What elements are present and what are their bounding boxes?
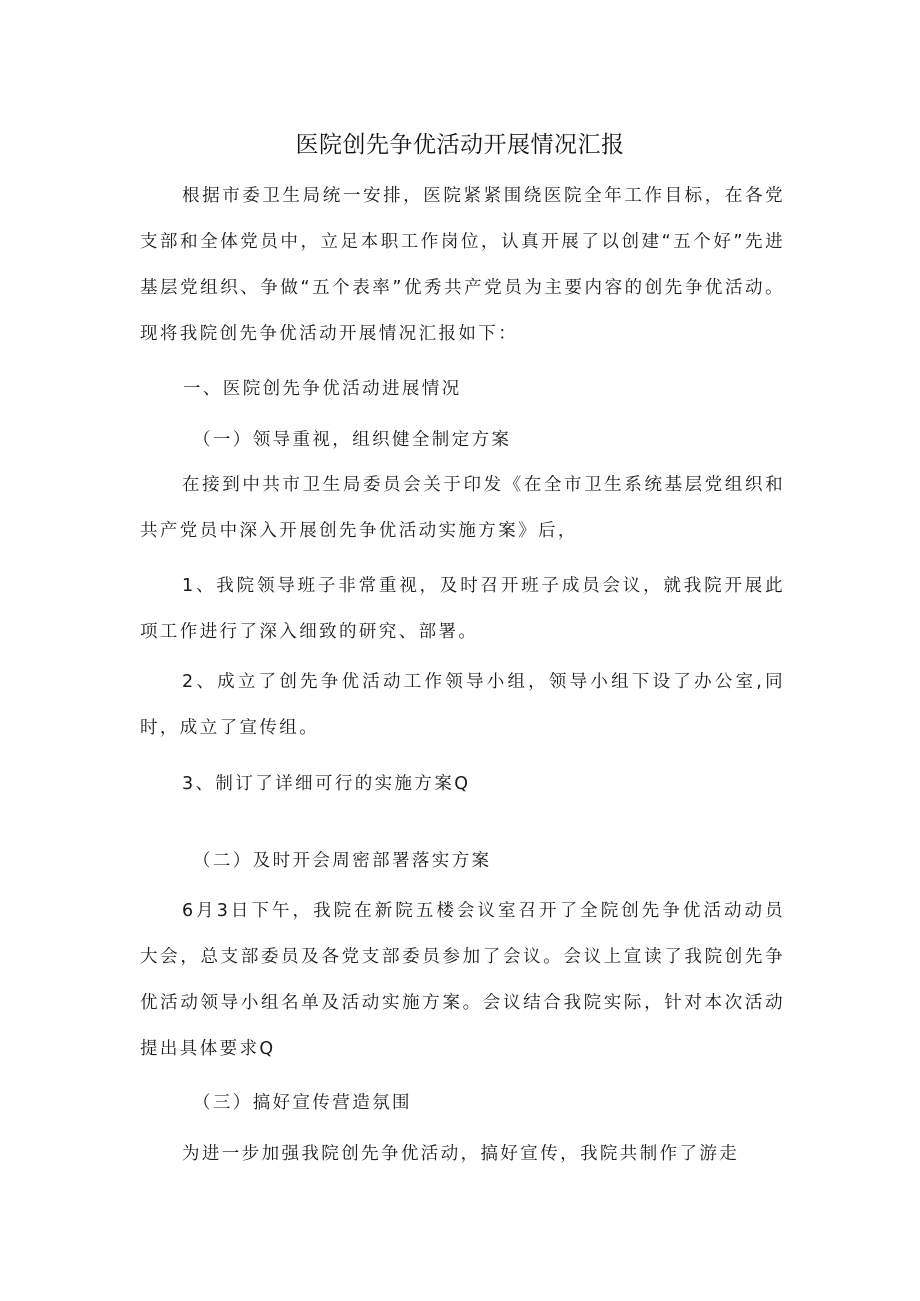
page-title: 医院创先争优活动开展情况汇报: [295, 132, 625, 158]
list-item-1: 1、我院领导班子非常重视，及时召开班子成员会议，就我院开展此项工作进行了深入细致的研究、部署。: [140, 576, 785, 642]
subsection-1-paragraph: 在接到中共市卫生局委员会关于印发《在全市卫生系统基层党组织和共产党员中深入开展创先争优活动实施方案》后，: [140, 475, 785, 541]
section-heading-1: 一、医院创先争优活动进展情况: [183, 379, 462, 399]
list-item-3: 3、制订了详细可行的实施方案Q: [182, 774, 471, 794]
subsection-heading-1: （一）领导重视，组织健全制定方案: [193, 430, 512, 450]
subsection-heading-2: （二）及时开会周密部署落实方案: [193, 851, 492, 871]
subsection-3-paragraph: 为进一步加强我院创先争优活动，搞好宣传，我院共制作了游走: [182, 1144, 740, 1164]
subsection-heading-3: （三）搞好宣传营造氛围: [193, 1093, 412, 1113]
list-item-2: 2、成立了创先争优活动工作领导小组，领导小组下设了办公室,同时，成立了宣传组。: [140, 672, 785, 738]
intro-paragraph: 根据市委卫生局统一安排，医院紧紧围绕医院全年工作目标，在各党支部和全体党员中，立足本职工作岗位，认真开展了以创建“五个好”先进基层党组织、争做“五个表率”优秀共产党员为主要内容的创先争优活动。现将我院创先争优活动开展情况汇报如下：: [140, 186, 785, 344]
subsection-2-paragraph: 6月3日下午，我院在新院五楼会议室召开了全院创先争优活动动员大会，总支部委员及各党支部委员参加了会议。会议上宣读了我院创先争优活动领导小组名单及活动实施方案。会议结合我院实际，针对本次活动提出具体要求Q: [140, 901, 785, 1059]
